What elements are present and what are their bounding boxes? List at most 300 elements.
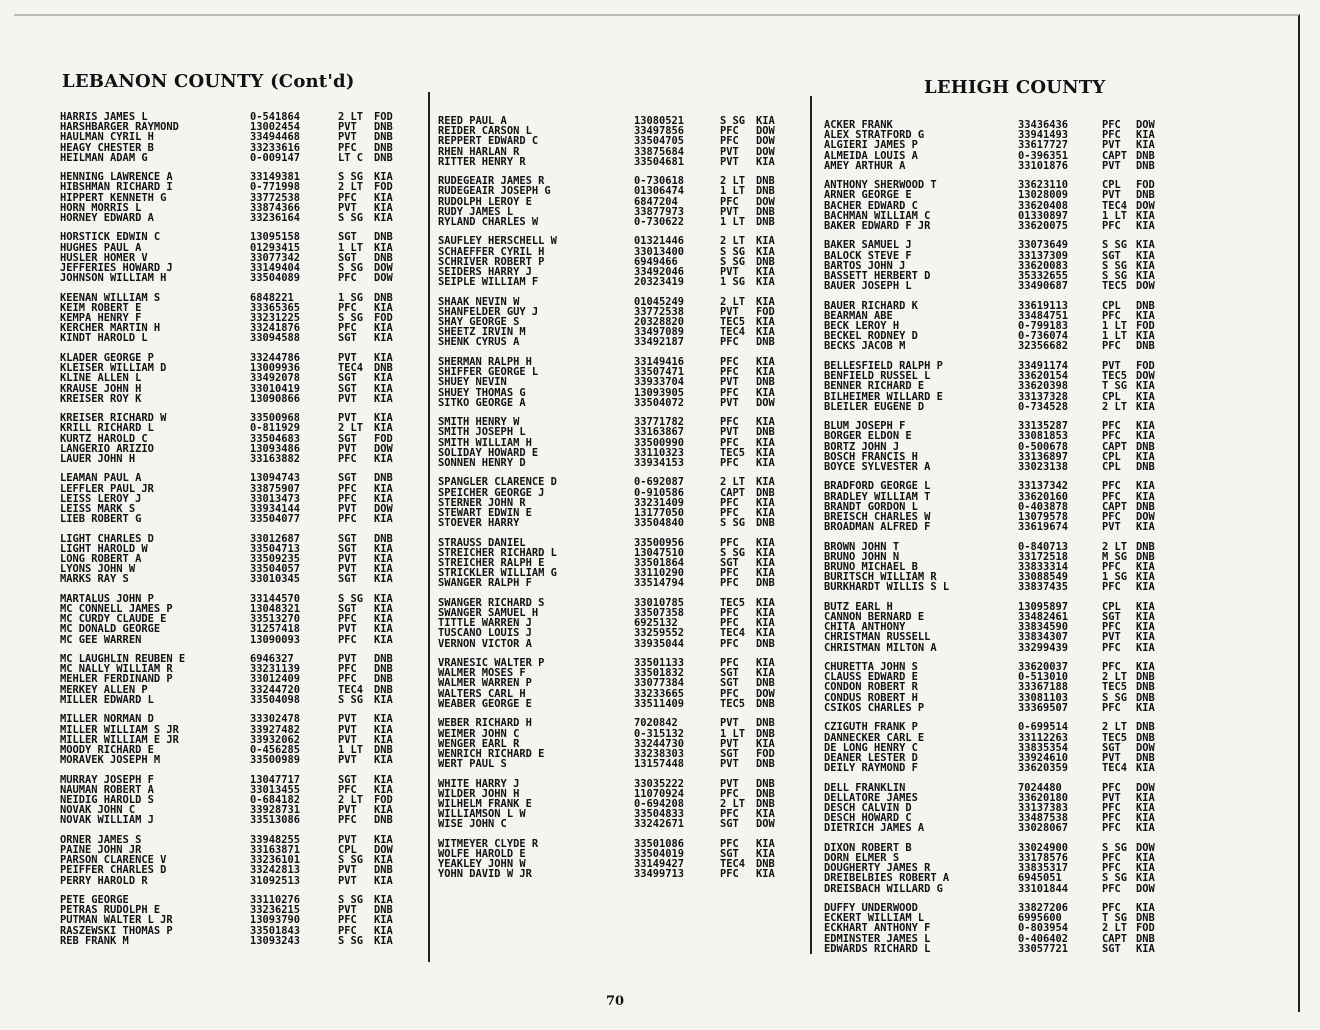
- entry-serial-number: 7024480: [1018, 781, 1062, 794]
- entry-serial-number: 33619113: [1018, 299, 1069, 312]
- record-group: [60, 654, 420, 705]
- entry-status: DOW: [756, 396, 775, 409]
- entry-status: KIA: [756, 667, 775, 680]
- entry-rank: S SG: [720, 245, 746, 258]
- entry-rank: CPL: [338, 844, 357, 856]
- entry-name: SEIDERS HARRY J: [438, 266, 532, 279]
- entry-serial-number: 33834590: [1018, 621, 1069, 634]
- entry-serial-number: 33101844: [1018, 882, 1069, 895]
- entry-status: FOD: [756, 747, 775, 760]
- entry-rank: 1 LT: [720, 727, 746, 740]
- entry-name: CANNON BERNARD E: [824, 611, 925, 624]
- entry-rank: PVT: [1102, 359, 1121, 372]
- entry-serial-number: 6949466: [634, 255, 678, 268]
- entry-name: SPANGLER CLARENCE D: [438, 476, 557, 489]
- entry-serial-number: 33772538: [634, 305, 685, 318]
- entry-serial-number: 0-799183: [1018, 320, 1069, 333]
- entry-rank: SGT: [338, 231, 357, 244]
- roster-entry: [60, 695, 420, 705]
- entry-serial-number: 0-406402: [1018, 932, 1069, 945]
- entry-status: KIA: [756, 456, 775, 469]
- entry-status: KIA: [374, 723, 393, 736]
- entry-rank: PFC: [1102, 781, 1121, 794]
- entry-serial-number: 33012409: [250, 673, 301, 686]
- entry-name: STEWART EDWIN E: [438, 506, 532, 519]
- entry-serial-number: 33504057: [250, 563, 301, 576]
- entry-rank: S SG: [1102, 239, 1128, 252]
- entry-rank: S SG: [338, 211, 364, 224]
- entry-rank: PFC: [338, 513, 357, 526]
- entry-rank: 2 LT: [338, 422, 364, 435]
- column-divider-right: [810, 96, 812, 954]
- entry-serial-number: 33057721: [1018, 942, 1069, 955]
- entry-serial-number: 7020842: [634, 717, 678, 730]
- entry-rank: CAPT: [1102, 932, 1128, 945]
- entry-status: KIA: [756, 596, 775, 609]
- entry-status: KIA: [1136, 621, 1155, 634]
- entry-status: DNB: [756, 426, 775, 439]
- entry-name: HEILMAN ADAM G: [60, 151, 148, 164]
- entry-rank: 2 LT: [720, 476, 746, 489]
- entry-name: STREICHER RICHARD L: [438, 546, 557, 559]
- entry-rank: PVT: [338, 553, 357, 566]
- entry-rank: PFC: [1102, 621, 1121, 634]
- entry-rank: S SG: [1102, 691, 1128, 704]
- entry-rank: S SG: [338, 262, 364, 275]
- record-group: [60, 413, 420, 464]
- entry-name: MERKEY ALLEN P: [60, 683, 148, 696]
- entry-status: KIA: [374, 693, 393, 706]
- entry-rank: SGT: [338, 251, 357, 264]
- entry-rank: PVT: [1102, 751, 1121, 764]
- entry-status: DOW: [756, 818, 775, 831]
- entry-status: DNB: [374, 231, 393, 244]
- entry-rank: PVT: [338, 864, 357, 877]
- entry-serial-number: 33023138: [1018, 460, 1069, 473]
- roster-entry: [60, 755, 420, 765]
- entry-status: KIA: [1136, 521, 1155, 534]
- entry-status: KIA: [1136, 139, 1155, 152]
- roster-entry: [60, 333, 420, 343]
- entry-name: BOSCH FRANCIS H: [824, 450, 918, 463]
- entry-status: DOW: [1136, 741, 1155, 754]
- record-group: [824, 481, 1184, 532]
- entry-serial-number: 33620037: [1018, 661, 1069, 674]
- entry-rank: TEC5: [720, 596, 746, 609]
- entry-rank: TEC4: [720, 858, 746, 871]
- entry-rank: PVT: [338, 351, 357, 364]
- entry-status: KIA: [374, 773, 393, 786]
- record-group: [60, 895, 420, 946]
- entry-rank: PVT: [720, 426, 739, 439]
- entry-rank: 1 LT: [720, 185, 746, 198]
- entry-serial-number: 33077342: [250, 251, 301, 264]
- entry-rank: PFC: [338, 924, 357, 937]
- entry-serial-number: 33492187: [634, 336, 685, 349]
- entry-rank: SGT: [720, 667, 739, 680]
- entry-serial-number: 33835354: [1018, 741, 1069, 754]
- entry-name: SHUEY NEVIN: [438, 376, 507, 389]
- entry-rank: SGT: [338, 472, 357, 485]
- entry-rank: PFC: [338, 814, 357, 827]
- entry-serial-number: 33012687: [250, 532, 301, 545]
- page-number: 70: [606, 994, 625, 1009]
- entry-name: SHEETZ IRVIN M: [438, 326, 526, 339]
- entry-serial-number: 33501086: [634, 837, 685, 850]
- record-group: [60, 835, 420, 886]
- entry-rank: PFC: [1102, 661, 1121, 674]
- entry-serial-number: 6946327: [250, 653, 294, 666]
- entry-serial-number: 33500968: [250, 412, 301, 425]
- entry-serial-number: 33172518: [1018, 550, 1069, 563]
- entry-name: SITKO GEORGE A: [438, 396, 526, 409]
- entry-rank: PVT: [338, 874, 357, 887]
- entry-serial-number: 33501864: [634, 557, 685, 570]
- entry-status: KIA: [756, 557, 775, 570]
- entry-serial-number: 13090866: [250, 392, 301, 405]
- entry-serial-number: 0-730622: [634, 215, 685, 228]
- entry-name: SWANGER RICHARD S: [438, 596, 545, 609]
- entry-name: WENRICH RICHARD E: [438, 747, 545, 760]
- entry-status: DNB: [1136, 460, 1155, 473]
- entry-status: DNB: [756, 677, 775, 690]
- entry-serial-number: 13094743: [250, 472, 301, 485]
- entry-serial-number: 33238303: [634, 747, 685, 760]
- entry-serial-number: 6925132: [634, 617, 678, 630]
- entry-serial-number: 33302478: [250, 713, 301, 726]
- entry-name: BRANDT GORDON L: [824, 500, 918, 513]
- entry-rank: 2 LT: [1102, 922, 1128, 935]
- entry-serial-number: 33236215: [250, 904, 301, 917]
- entry-status: KIA: [756, 567, 775, 580]
- entry-status: DOW: [1136, 119, 1155, 131]
- entry-serial-number: 33934153: [634, 456, 685, 469]
- entry-rank: PFC: [720, 355, 739, 368]
- entry-status: KIA: [374, 914, 393, 927]
- entry-status: KIA: [1136, 259, 1155, 272]
- entry-status: DNB: [1136, 912, 1155, 925]
- roster-entry: [438, 518, 798, 528]
- roster-entry: [438, 458, 798, 468]
- entry-serial-number: 13028009: [1018, 189, 1069, 202]
- entry-status: KIA: [374, 382, 393, 395]
- entry-name: SHIFFER GEORGE L: [438, 366, 539, 379]
- roster-column-1: [60, 112, 420, 955]
- entry-rank: PFC: [338, 492, 357, 505]
- entry-status: DNB: [374, 532, 393, 545]
- entry-status: KIA: [374, 934, 393, 947]
- roster-entry: [60, 714, 420, 724]
- entry-name: WILHELM FRANK E: [438, 797, 532, 810]
- entry-status: KIA: [756, 506, 775, 519]
- entry-rank: PFC: [720, 456, 739, 469]
- entry-serial-number: 13177050: [634, 506, 685, 519]
- entry-status: DNB: [1136, 500, 1155, 513]
- entry-name: KREISER ROY K: [60, 392, 142, 405]
- entry-status: KIA: [374, 854, 393, 867]
- entry-status: DNB: [756, 787, 775, 800]
- entry-status: KIA: [756, 607, 775, 620]
- entry-serial-number: 33136897: [1018, 450, 1069, 463]
- entry-rank: PVT: [338, 804, 357, 817]
- roster-entry: [824, 944, 1184, 954]
- entry-rank: SGT: [1102, 741, 1121, 754]
- entry-serial-number: 0-315132: [634, 727, 685, 740]
- entry-status: DNB: [1136, 721, 1155, 734]
- entry-serial-number: 33924610: [1018, 751, 1069, 764]
- entry-name: KLINE ALLEN L: [60, 372, 142, 385]
- entry-status: FOD: [374, 793, 393, 806]
- entry-rank: PVT: [338, 121, 357, 134]
- record-group: [60, 534, 420, 585]
- entry-name: WALTERS CARL H: [438, 687, 526, 700]
- entry-rank: T SG: [1102, 380, 1128, 393]
- record-group: [824, 542, 1184, 593]
- entry-serial-number: 33620180: [1018, 791, 1069, 804]
- entry-rank: PFC: [1102, 852, 1121, 864]
- entry-status: KIA: [756, 546, 775, 559]
- entry-rank: T SG: [1102, 912, 1128, 925]
- entry-serial-number: 01306474: [634, 185, 685, 198]
- entry-serial-number: 33875907: [250, 482, 301, 495]
- entry-serial-number: 33620160: [1018, 490, 1069, 503]
- entry-serial-number: 33513270: [250, 613, 301, 626]
- entry-status: KIA: [374, 623, 393, 636]
- roster-entry: [824, 703, 1184, 713]
- entry-name: HIBSHMAN RICHARD I: [60, 181, 173, 194]
- entry-serial-number: 33491174: [1018, 359, 1069, 372]
- entry-serial-number: 0-771998: [250, 181, 301, 194]
- entry-name: KREISER RICHARD W: [60, 412, 167, 425]
- entry-status: KIA: [374, 492, 393, 505]
- entry-serial-number: 33101876: [1018, 159, 1069, 172]
- record-group: [438, 297, 798, 348]
- entry-rank: PFC: [1102, 420, 1121, 433]
- roster-entry: [438, 718, 798, 728]
- entry-name: STREICHER RALPH E: [438, 557, 545, 570]
- entry-serial-number: 33149381: [250, 171, 301, 184]
- roster-entry: [438, 337, 798, 347]
- entry-status: DNB: [1136, 681, 1155, 694]
- entry-name: JEFFERIES HOWARD J: [60, 262, 173, 275]
- record-group: [438, 598, 798, 649]
- entry-rank: PVT: [720, 396, 739, 409]
- entry-name: WOLFE HAROLD E: [438, 848, 526, 860]
- entry-status: KIA: [1136, 209, 1155, 222]
- entry-name: DE LONG HENRY C: [824, 741, 918, 754]
- entry-status: FOD: [374, 432, 393, 445]
- entry-name: DOUGHERTY JAMES R: [824, 862, 931, 875]
- entry-status: KIA: [756, 496, 775, 509]
- record-group: [824, 301, 1184, 352]
- entry-status: KIA: [756, 355, 775, 368]
- entry-rank: PVT: [1102, 139, 1121, 152]
- entry-serial-number: 33163882: [250, 452, 301, 465]
- entry-name: RUDEGEAIR JOSEPH G: [438, 185, 551, 198]
- entry-name: HUGHES PAUL A: [60, 241, 142, 254]
- entry-status: KIA: [756, 837, 775, 850]
- entry-rank: PVT: [338, 131, 357, 144]
- roster-entry: [60, 373, 420, 383]
- record-group: [60, 594, 420, 645]
- entry-rank: 1 SG: [1102, 571, 1128, 584]
- roster-entry: [824, 884, 1184, 894]
- entry-rank: PFC: [720, 577, 739, 590]
- entry-serial-number: 33010345: [250, 573, 301, 586]
- roster-entry: [60, 273, 420, 283]
- entry-name: KEENAN WILLIAM S: [60, 291, 161, 304]
- lehigh-county-heading: LEHIGH COUNTY: [924, 77, 1106, 98]
- roster-entry: [60, 574, 420, 584]
- entry-name: WENGER EARL R: [438, 737, 520, 750]
- entry-name: LONG ROBERT A: [60, 553, 142, 566]
- entry-status: KIA: [756, 737, 775, 750]
- entry-rank: 2 LT: [338, 111, 364, 123]
- entry-rank: M SG: [1102, 550, 1128, 563]
- entry-rank: S SG: [720, 115, 746, 127]
- entry-serial-number: 33367188: [1018, 681, 1069, 694]
- entry-status: DNB: [374, 904, 393, 917]
- roster-entry: [438, 157, 798, 167]
- entry-name: KINDT HAROLD L: [60, 332, 148, 345]
- entry-serial-number: 33482461: [1018, 611, 1069, 624]
- entry-serial-number: 33369507: [1018, 701, 1069, 714]
- entry-name: BILHEIMER WILLARD E: [824, 390, 943, 403]
- entry-name: NAUMAN ROBERT A: [60, 783, 154, 796]
- entry-serial-number: 01045249: [634, 295, 685, 308]
- entry-name: STOEVER HARRY: [438, 517, 520, 530]
- entry-name: BAKER EDWARD F JR: [824, 219, 931, 232]
- entry-status: KIA: [1136, 219, 1155, 232]
- entry-serial-number: 33620083: [1018, 259, 1069, 272]
- entry-rank: 2 LT: [720, 295, 746, 308]
- entry-serial-number: 33499713: [634, 868, 685, 881]
- entry-serial-number: 33236101: [250, 854, 301, 867]
- entry-rank: CAPT: [1102, 500, 1128, 513]
- entry-name: SCHAEFFER CYRIL H: [438, 245, 545, 258]
- entry-serial-number: 33178576: [1018, 852, 1069, 864]
- entry-name: BLEILER EUGENE D: [824, 400, 925, 413]
- entry-serial-number: 33231409: [634, 496, 685, 509]
- entry-rank: CPL: [1102, 299, 1121, 312]
- roster-entry: [438, 699, 798, 709]
- entry-rank: SGT: [720, 818, 739, 831]
- entry-rank: PFC: [338, 482, 357, 495]
- entry-serial-number: 33501832: [634, 667, 685, 680]
- entry-name: WILLIAMSON L W: [438, 808, 526, 821]
- entry-status: KIA: [374, 804, 393, 817]
- entry-name: RASZEWSKI THOMAS P: [60, 924, 173, 937]
- entry-serial-number: 13095897: [1018, 600, 1069, 613]
- entry-rank: 2 LT: [1102, 540, 1128, 553]
- roster-entry: [60, 394, 420, 404]
- entry-serial-number: 33827206: [1018, 902, 1069, 915]
- entry-status: DNB: [756, 175, 775, 188]
- entry-rank: PFC: [1102, 480, 1121, 493]
- entry-status: DNB: [374, 673, 393, 686]
- entry-serial-number: 33137328: [1018, 390, 1069, 403]
- entry-serial-number: 33620398: [1018, 380, 1069, 393]
- entry-rank: PFC: [338, 452, 357, 465]
- entry-name: DREIBELBIES ROBERT A: [824, 872, 950, 885]
- entry-rank: PVT: [720, 717, 739, 730]
- entry-serial-number: 13093243: [250, 934, 301, 947]
- entry-rank: PFC: [338, 673, 357, 686]
- entry-serial-number: 01321446: [634, 235, 685, 248]
- entry-serial-number: 33137383: [1018, 801, 1069, 814]
- entry-rank: SGT: [338, 773, 357, 786]
- record-group: [60, 112, 420, 163]
- entry-rank: S SG: [720, 546, 746, 559]
- entry-rank: SGT: [338, 332, 357, 345]
- entry-status: KIA: [756, 115, 775, 127]
- entry-serial-number: 33877973: [634, 205, 685, 218]
- entry-status: KIA: [1136, 330, 1155, 343]
- entry-name: AMEY ARTHUR A: [824, 159, 906, 172]
- entry-rank: CPL: [1102, 450, 1121, 463]
- entry-serial-number: 32356682: [1018, 340, 1069, 353]
- entry-name: BENNER RICHARD E: [824, 380, 925, 393]
- entry-name: CHITA ANTHONY: [824, 621, 906, 634]
- entry-serial-number: 33241876: [250, 322, 301, 335]
- entry-serial-number: 33110323: [634, 446, 685, 459]
- entry-serial-number: 33833314: [1018, 561, 1069, 574]
- entry-rank: PFC: [1102, 561, 1121, 574]
- roster-entry: [824, 722, 1184, 732]
- entry-name: KERCHER MARTIN H: [60, 322, 161, 335]
- entry-serial-number: 33620408: [1018, 199, 1069, 212]
- entry-name: WALMER MOSES F: [438, 667, 526, 680]
- entry-status: KIA: [1136, 480, 1155, 493]
- entry-status: KIA: [756, 235, 775, 248]
- entry-serial-number: 0-803954: [1018, 922, 1069, 935]
- entry-serial-number: 33110290: [634, 567, 685, 580]
- entry-status: KIA: [756, 155, 775, 168]
- entry-name: SHUEY THOMAS G: [438, 386, 526, 399]
- entry-status: DOW: [1136, 882, 1155, 895]
- entry-status: DNB: [756, 777, 775, 790]
- entry-name: RUDEGEAIR JAMES R: [438, 175, 545, 188]
- lebanon-county-heading: LEBANON COUNTY (Cont'd): [62, 71, 355, 92]
- record-group: [824, 602, 1184, 653]
- entry-status: DNB: [756, 376, 775, 389]
- entry-rank: CAPT: [1102, 149, 1128, 162]
- entry-rank: 1 LT: [338, 743, 364, 756]
- entry-name: BREISCH CHARLES W: [824, 510, 931, 523]
- entry-rank: PFC: [338, 914, 357, 927]
- entry-status: DNB: [374, 683, 393, 696]
- entry-serial-number: 33492078: [250, 372, 301, 385]
- entry-status: DNB: [1136, 691, 1155, 704]
- entry-serial-number: 0-500678: [1018, 440, 1069, 453]
- entry-serial-number: 33504098: [250, 693, 301, 706]
- entry-rank: PFC: [338, 613, 357, 626]
- entry-name: MURRAY JOSEPH F: [60, 773, 154, 786]
- entry-rank: PVT: [720, 737, 739, 750]
- entry-name: BACHER EDWARD C: [824, 199, 918, 212]
- entry-name: JOHNSON WILLIAM H: [60, 272, 167, 285]
- entry-serial-number: 33299439: [1018, 641, 1069, 654]
- entry-name: SEIPLE WILLIAM F: [438, 276, 539, 289]
- entry-status: DNB: [756, 758, 775, 771]
- entry-status: KIA: [374, 874, 393, 887]
- entry-serial-number: 33487538: [1018, 812, 1069, 825]
- entry-status: KIA: [374, 513, 393, 526]
- entry-name: SOLIDAY HOWARD E: [438, 446, 539, 459]
- entry-name: PARSON CLARENCE V: [60, 854, 167, 867]
- entry-status: KIA: [374, 351, 393, 364]
- entry-rank: 1 LT: [1102, 320, 1128, 333]
